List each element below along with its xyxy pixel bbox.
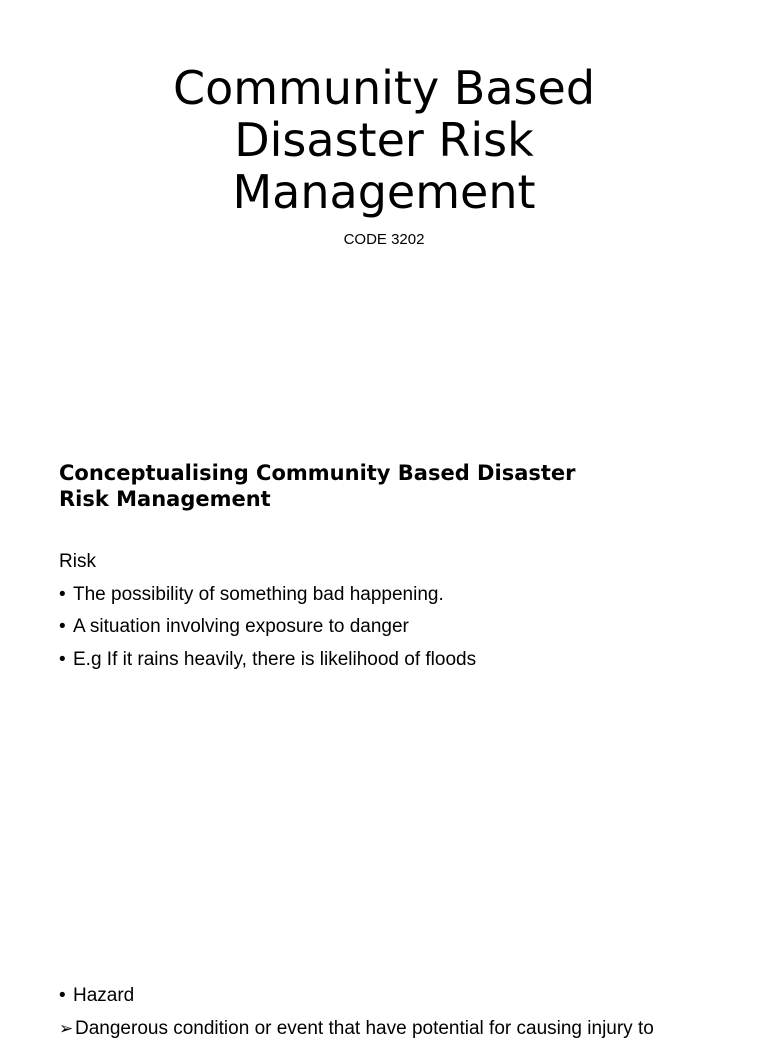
bullet-icon: • xyxy=(59,579,73,612)
bullet-item xyxy=(59,611,476,644)
bullet-item xyxy=(59,579,476,612)
hazard-definition-block xyxy=(59,980,654,1045)
section-heading xyxy=(59,460,719,512)
risk-definition-block xyxy=(59,546,476,676)
section-heading-line: Conceptualising Community Based Disaster xyxy=(59,460,719,486)
slide-subtitle: CODE 3202 xyxy=(0,231,768,249)
sub-item-text: Dangerous condition or event that have potential for causing injury to xyxy=(75,1018,654,1039)
bullet-text: A situation involving exposure to danger xyxy=(73,616,409,637)
slide-title-line: Community Based xyxy=(0,62,768,114)
bullet-icon: • xyxy=(59,611,73,644)
section-heading-line: Risk Management xyxy=(59,486,719,512)
bullet-text: The possibility of something bad happening. xyxy=(73,584,444,605)
slide-title-line: Disaster Risk xyxy=(0,114,768,166)
bullet-text: Hazard xyxy=(73,985,134,1006)
term-label: Risk xyxy=(59,546,476,579)
arrow-bullet-icon: ➢ xyxy=(59,1013,75,1045)
bullet-icon: • xyxy=(59,644,73,677)
bullet-icon: • xyxy=(59,980,73,1013)
slide-title xyxy=(0,62,768,218)
bullet-item xyxy=(59,644,476,677)
slide-title-line: Management xyxy=(0,166,768,218)
bullet-text: E.g If it rains heavily, there is likelihood of floods xyxy=(73,649,476,670)
bullet-item xyxy=(59,980,654,1013)
sub-item xyxy=(59,1013,654,1045)
